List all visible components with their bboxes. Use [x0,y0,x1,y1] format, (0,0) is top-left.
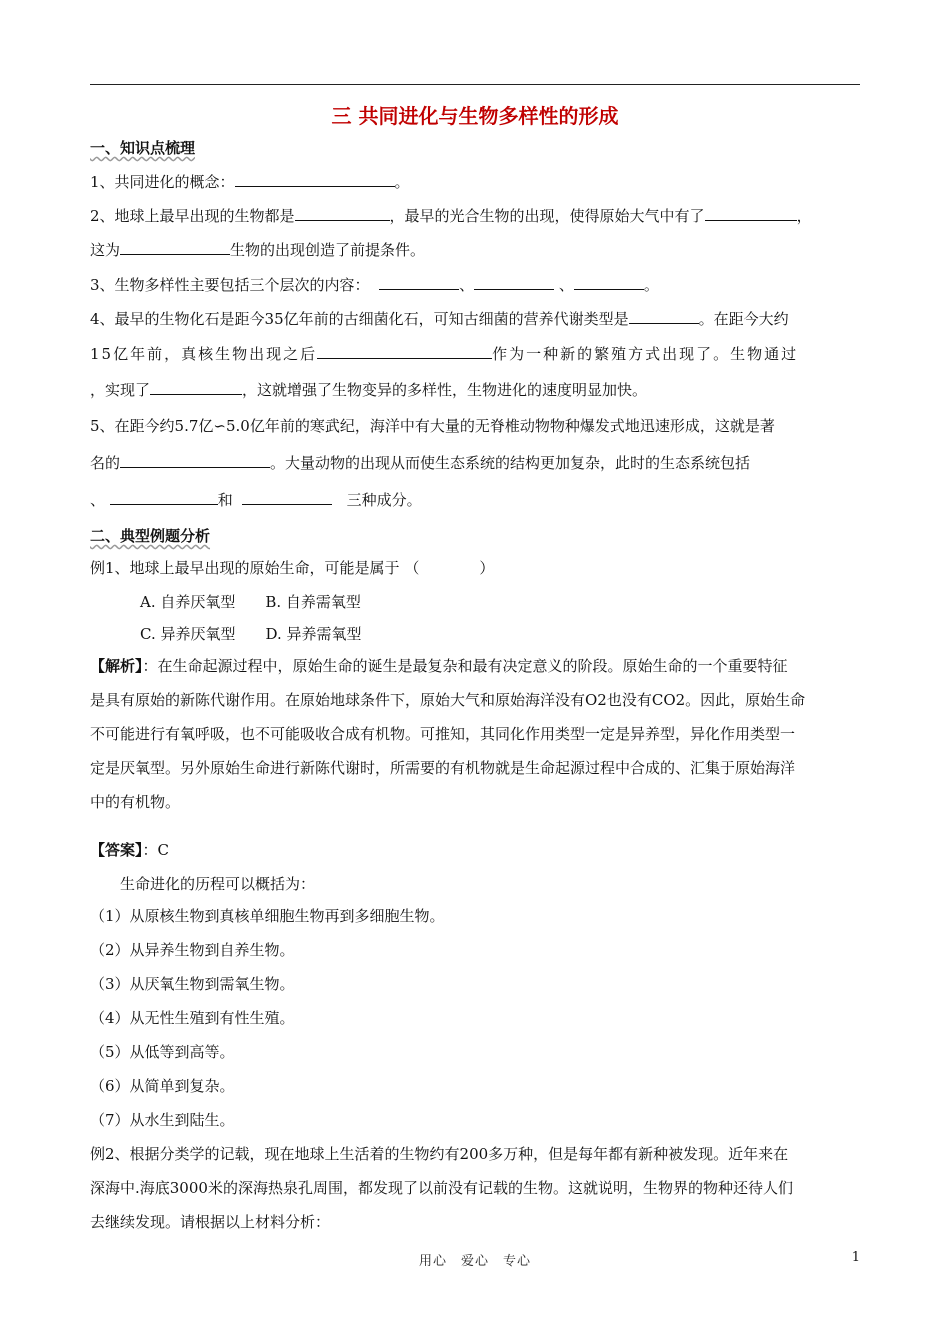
example-1-options-row-1 [140,592,910,612]
evolution-item: （5）从低等到高等。 [90,1043,235,1061]
answer-blank[interactable] [629,309,699,324]
section-heading-1: 一、知识点梳理 [90,139,196,157]
question-3: 3、生物多样性主要包括三个层次的内容： 、 、 。 [90,276,659,294]
question-1: 1、共同进化的概念： 。 [90,173,410,191]
option-b[interactable]: B. 自养需氧型 [265,593,361,611]
question-2-cont: 这为 生物的出现创造了前提条件。 [90,241,426,259]
header-rule [90,84,860,85]
option-d[interactable]: D. 异养需氧型 [265,625,362,643]
evolution-item: （2）从异养生物到自养生物。 [90,941,295,959]
question-5: 5、在距今约5.7亿∽5.0亿年前的寒武纪，海洋中有大量的无脊椎动物物种爆发式地迅速形成，这就是著 [90,417,775,435]
footer-motto: 用心 爱心 专心 [418,1254,531,1269]
analysis-line-2: 是具有原始的新陈代谢作用。在原始地球条件下，原始大气和原始海洋没有O2也没有CO2。因此，原始生命 [90,691,806,709]
example-2-line-3: 去继续发现。请根据以上材料分析： [90,1213,331,1231]
answer-blank[interactable] [150,380,242,395]
answer-blank[interactable] [242,490,332,505]
analysis-line-5: 中的有机物。 [90,793,181,811]
example-1-options-row-2 [140,624,910,644]
answer-blank[interactable] [317,344,492,359]
question-5-cont-2: 、 和 三种成分。 [90,491,422,509]
question-4-cont-2: ，实现了 ，这就增强了生物变异的多样性，生物进化的速度明显加快。 [90,381,648,399]
evolution-item: （1）从原核生物到真核单细胞生物再到多细胞生物。 [90,907,445,925]
evolution-item: （3）从厌氧生物到需氧生物。 [90,975,295,993]
answer-blank[interactable] [110,490,218,505]
page-number: 1 [851,1250,860,1265]
option-c[interactable]: C. 异养厌氧型 [140,625,236,643]
answer-blank[interactable] [295,206,390,221]
evolution-intro: 生命进化的历程可以概括为： [120,875,316,893]
analysis-line-4: 定是厌氧型。另外原始生命进行新陈代谢时，所需要的有机物就是生命起源过程中合成的、汇集于原始海洋 [90,759,796,777]
evolution-item: （4）从无性生殖到有性生殖。 [90,1009,295,1027]
answer-blank[interactable] [574,275,644,290]
question-5-cont-1: 名的 。大量动物的出现从而使生态系统的结构更加复杂，此时的生态系统包括 [90,454,751,472]
answer-blank[interactable] [235,172,395,187]
evolution-item: （6）从简单到复杂。 [90,1077,235,1095]
analysis-line-1: 【解析】：在生命起源过程中，原始生命的诞生是最复杂和最有决定意义的阶段。原始生命的一个重要特征 [90,657,788,675]
example-2-line-2: 深海中.海底3000米的深海热泉孔周围，都发现了以前没有记载的生物。这就说明，生物界的物种还待人们 [90,1179,793,1197]
example-2-line-1: 例2、根据分类学的记载，现在地球上生活着的生物约有200多万种，但是每年都有新种被发现。近年来在 [90,1145,789,1163]
answer-blank[interactable] [120,240,230,255]
analysis-line-3: 不可能进行有氧呼吸，也不可能吸收合成有机物。可推知，其同化作用类型一定是异养型，异化作用类型一 [90,725,796,743]
page-title: 三 共同进化与生物多样性的形成 [331,104,619,128]
answer-line: 【答案】：C [90,841,169,859]
analysis-label: 【解析】 [90,657,143,675]
evolution-item: （7）从水生到陆生。 [90,1111,235,1129]
section-heading-2: 二、典型例题分析 [90,527,211,545]
question-2: 2、地球上最早出现的生物都是 ，最早的光合生物的出现，使得原始大气中有了 ， [90,207,812,225]
question-4: 4、最早的生物化石是距今35亿年前的古细菌化石，可知古细菌的营养代谢类型是 。在距今大约 [90,310,789,328]
option-a[interactable]: A. 自养厌氧型 [140,593,236,611]
answer-blank[interactable] [705,206,797,221]
answer-label: 【答案】 [90,841,143,859]
question-4-cont-1: 15亿年前，真核生物出现之后 作为一种新的繁殖方式出现了。生物通过 [90,345,799,363]
example-1-question: 例1、地球上最早出现的原始生命，可能是属于 （ ） [90,559,495,577]
answer-blank[interactable] [379,275,459,290]
answer-blank[interactable] [474,275,554,290]
answer-blank[interactable] [120,453,270,468]
